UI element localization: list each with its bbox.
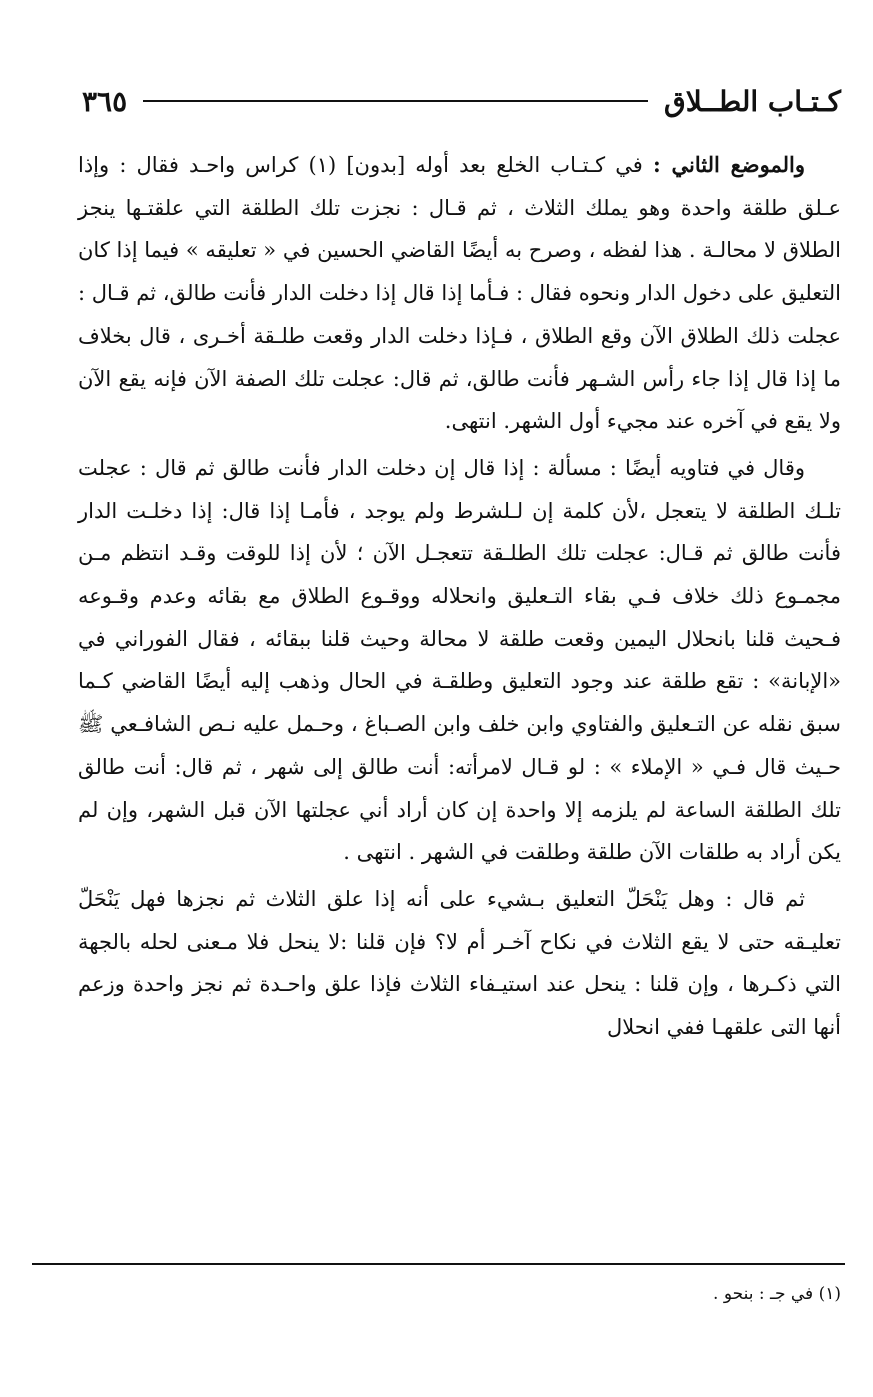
running-title: كـتـاب الطــلاق [664,84,841,118]
body-text [78,144,841,1049]
running-header [82,78,841,124]
footnote-rule [32,1263,845,1265]
header-rule [143,100,648,102]
paragraph-1-heading: والموضع الثاني : [652,152,805,177]
footnote: (١) في جـ : بنحو . [713,1284,841,1304]
paragraph-2: وقال في فتاويه أيضًا : مسألة : إذا قال إن دخلت الدار فأنت طالق ثم قال : عجلت تلـك الطلقة لا يتعجل ،لأن كلمة إن لـلشرط ولم يوجد ، فأمـا إذا قال: إذا دخلـت الدار فأنت طالق ثم قـال: عجلت تلك الطلـقة تتعجـل الآن ؛ لأن إذا للوقت وقـد انتظم مـن مجمـوع ذلك خلاف فـي بقاء التـعليق وانحلاله ووقـوع الطلاق مع بقائه وعدم وقـوعه فـحيث قلنا بانحلال اليمين وقعت طلقة لا محالة وحيث قلنا ببقائه ، فقال الفوراني في «الإبانة» : تقع طلقة عند وجود التعليق وطلقـة في الحال وذهب إليه أيضًا القاضي كـما سبق نقله عن التـعليق والفتاوي وابن خلف وابن الصـباغ ، وحـمل عليه نـص الشافـعي ﷺ حـيث قال فـي « الإملاء » : لو قـال لامرأته: أنت طالق إلى شهر ، ثم قال: أنت طالق تلك الطلقة الساعة لم يلزمه إلا واحدة إن كان أراد أني عجلتها الآن قبل الشهر، وإن لم يكن أراد به طلقات الآن طلقة وطلقت في الشهر . انتهى . [78,455,841,865]
paragraph-3: ثم قال : وهل يَنْحَلّ التعليق بـشيء على أنه إذا علق الثلاث ثم نجزها فهل يَنْحَلّ تعليـقه حتى لا يقع الثلاث في نكاح آخـر أم لا؟ فإن قلنا :لا ينحل فلا مـعنى لحله بالجهة التي ذكـرها ، وإن قلنا : ينحل عند استيـفاء الثلاث فإذا علق واحـدة ثم نجز واحدة وزعم أنها التى علقهـا ففي انحلال [78,886,841,1040]
page-number: ٣٦٥ [82,84,128,118]
paragraph-1-text: في كـتـاب الخلع بعد أوله [بدون] (١) كراس واحـد فقال : وإذا عـلق طلقة واحدة وهو يملك الثلاث ، ثم قـال : نجزت تلك الطلقة التي علقتـها ينجز الطلاق لا محالـة . هذا لفظه ، وصرح به أيضًا القاضي الحسين في « تعليقه » فيما إذا كان التعليق على دخول الدار ونحوه فقال : فـأما إذا قال إذا دخلت الدار فأنت طالق، ثم قـال : عجلت ذلك الطلاق الآن وقع الطلاق ، فـإذا دخلت الدار وقعت طلـقة أخـرى ، قال بخلاف ما إذا قال إذا جاء رأس الشـهر فأنت طالق، ثم قال: عجلت تلك الصفة الآن فإنه يقع الآن ولا يقع في آخره عند مجيء أول الشهر. انتهى. [78,153,841,434]
paragraph-1 [78,144,841,443]
